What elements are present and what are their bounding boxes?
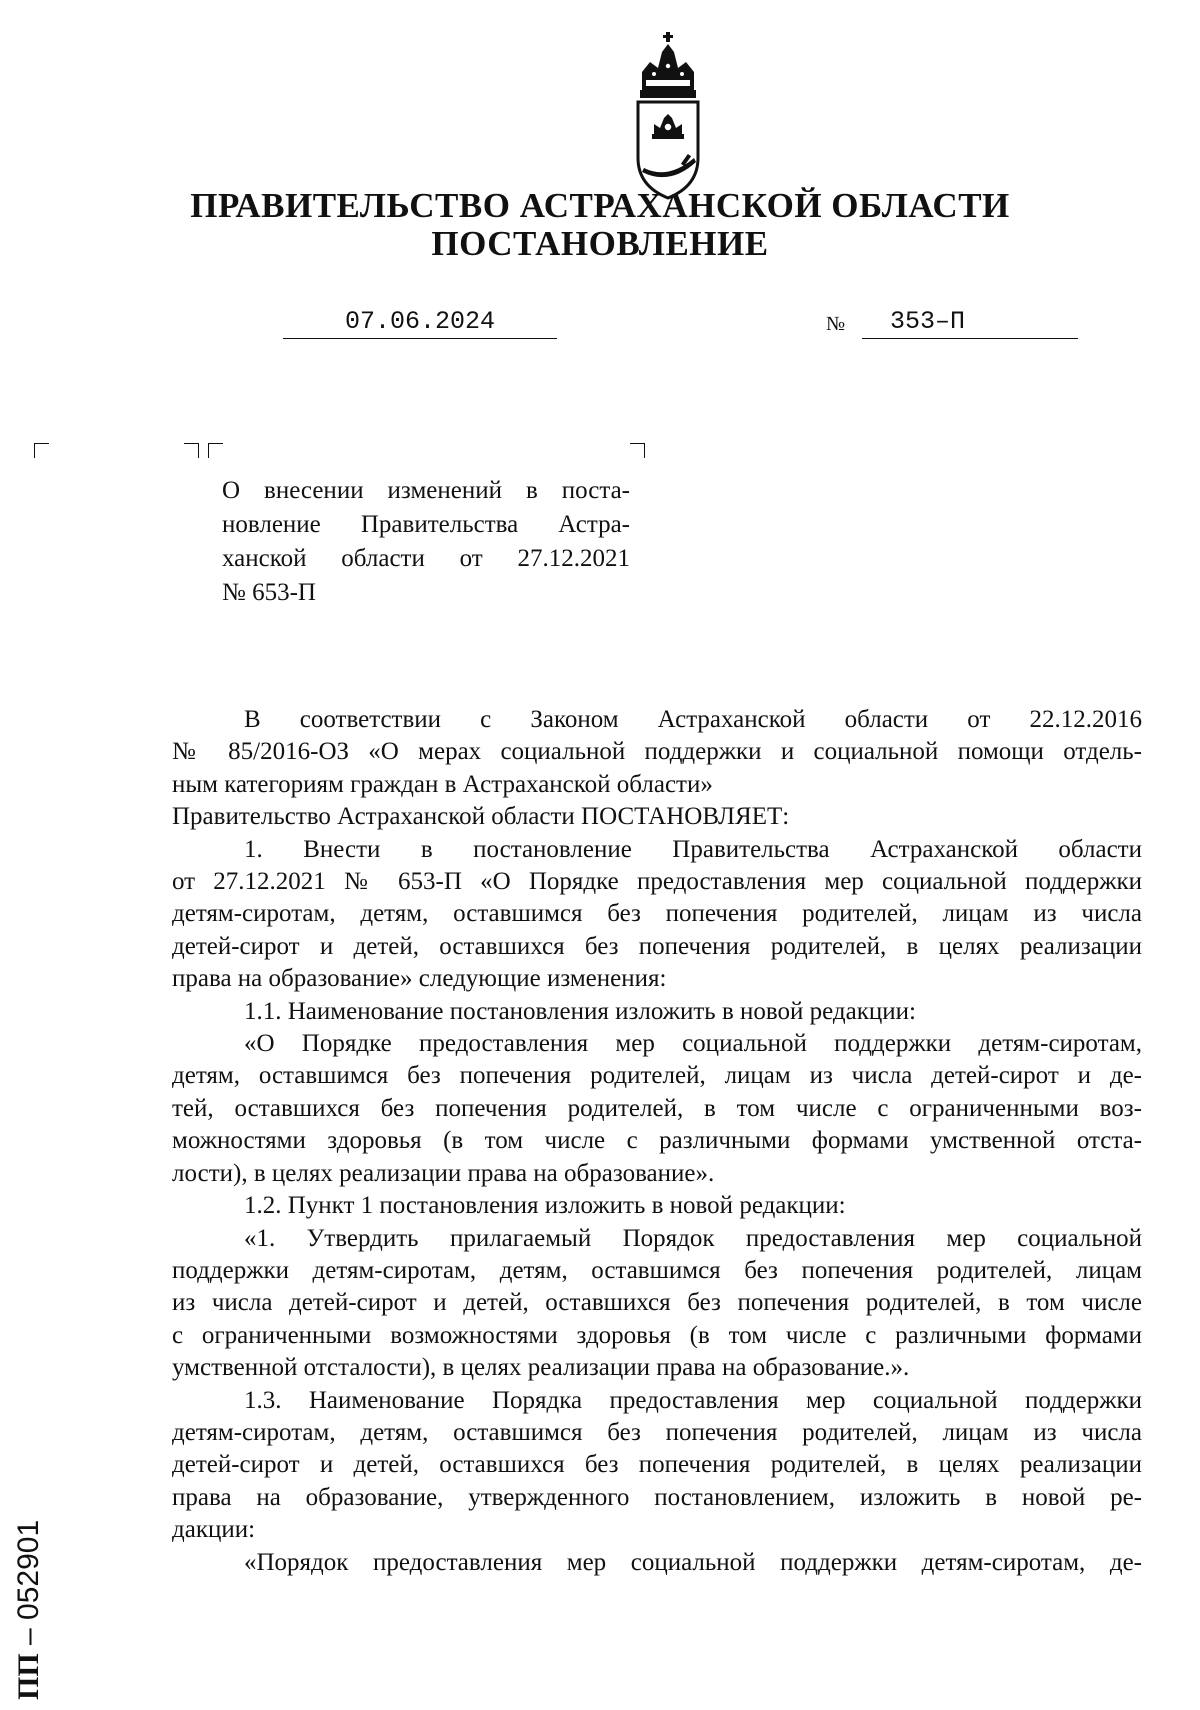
subject-line: новление Правительства Астра-	[222, 511, 630, 538]
text-line: № 85/2016-ОЗ «О мерах социальной поддержки и социальной помощи отдель-	[172, 738, 1142, 766]
text-line: Правительство Астраханской области ПОСТАНОВЛЯЕТ:	[172, 803, 790, 831]
document-date: 07.06.2024	[283, 308, 557, 339]
text-line: права на образование, утвержденного постановлением, изложить в новой ре-	[172, 1483, 1142, 1511]
document-body	[172, 704, 1142, 1579]
text-line: В соответствии с Законом Астраханской области от 22.12.2016	[244, 706, 1142, 733]
text-line: «Порядок предоставления мер социальной поддержки детям-сиротам, де-	[244, 1548, 1142, 1576]
subject-line: О внесении изменений в поста-	[222, 477, 630, 504]
text-line: из числа детей-сирот и детей, оставшихся без попечения родителей, в том числе	[172, 1289, 1142, 1317]
paragraph-quote-3	[172, 1547, 1142, 1579]
text-line: 1.3. Наименование Порядка предоставления мер социальной поддержки	[244, 1386, 1142, 1414]
paragraph-resolves	[172, 801, 1142, 833]
text-line: можностями здоровья (в том числе с различными формами умственной отста-	[172, 1127, 1142, 1155]
paragraph-item-1-2	[172, 1190, 1142, 1222]
text-line: права на образование» следующие изменения:	[172, 965, 667, 993]
document-subject	[222, 474, 630, 610]
subject-line: № 653-П	[222, 579, 316, 606]
text-line: детям-сиротам, детям, оставшимся без попечения родителей, лицам из числа	[172, 1418, 1142, 1446]
form-serial-code	[12, 1520, 46, 1700]
text-line: детей-сирот и детей, оставшихся без попечения родителей, в целях реализации	[172, 1451, 1142, 1479]
document-authority: ПРАВИТЕЛЬСТВО АСТРАХАНСКОЙ ОБЛАСТИ	[190, 186, 1010, 225]
coat-of-arms-icon	[628, 30, 708, 202]
document-type: ПОСТАНОВЛЕНИЕ	[431, 224, 769, 263]
document-number: 353–П	[862, 308, 1078, 339]
corner-mark	[630, 443, 645, 458]
text-line: «1. Утвердить прилагаемый Порядок предоставления мер социальной	[244, 1224, 1142, 1252]
text-line: тей, оставшихся без попечения родителей, в том числе с ограниченными воз-	[172, 1094, 1142, 1122]
text-line: 1.2. Пункт 1 постановления изложить в новой редакции:	[244, 1192, 846, 1220]
paragraph-preamble	[172, 704, 1142, 801]
paragraph-quote-2	[172, 1223, 1142, 1385]
text-line: умственной отсталости), в целях реализации права на образование.».	[172, 1354, 910, 1382]
paragraph-item-1-1	[172, 996, 1142, 1028]
corner-mark	[208, 443, 223, 458]
text-line: 1. Внести в постановление Правительства Астраханской области	[244, 835, 1142, 863]
text-line: детям-сиротам, детям, оставшимся без попечения родителей, лицам из числа	[172, 900, 1142, 928]
text-line: с ограниченными возможностями здоровья (в том числе с различными формами	[172, 1321, 1142, 1349]
paragraph-item-1	[172, 834, 1142, 996]
corner-mark	[184, 443, 199, 458]
subject-line: ханской области от 27.12.2021	[222, 545, 630, 572]
form-separator: –	[12, 1619, 45, 1654]
text-line: от 27.12.2021 № 653-П «О Порядке предоставления мер социальной поддержки	[172, 868, 1142, 896]
corner-mark	[34, 443, 49, 458]
paragraph-quote-1	[172, 1028, 1142, 1190]
text-line: детей-сирот и детей, оставшихся без попечения родителей, в целях реализации	[172, 932, 1142, 960]
number-sign: №	[826, 313, 846, 335]
text-line: лости), в целях реализации права на образование».	[172, 1159, 715, 1187]
form-series: ПП	[12, 1653, 45, 1700]
text-line: «О Порядке предоставления мер социальной поддержки детям-сиротам,	[244, 1030, 1142, 1058]
form-number: 052901	[12, 1519, 45, 1620]
text-line: 1.1. Наименование постановления изложить в новой редакции:	[244, 997, 916, 1025]
text-line: ным категориям граждан в Астраханской области»	[172, 770, 713, 798]
text-line: дакции:	[172, 1516, 256, 1544]
text-line: детям, оставшимся без попечения родителей, лицам из числа детей-сирот и де-	[172, 1062, 1142, 1090]
paragraph-item-1-3	[172, 1385, 1142, 1547]
text-line: поддержки детям-сиротам, детям, оставшимся без попечения родителей, лицам	[172, 1256, 1142, 1284]
